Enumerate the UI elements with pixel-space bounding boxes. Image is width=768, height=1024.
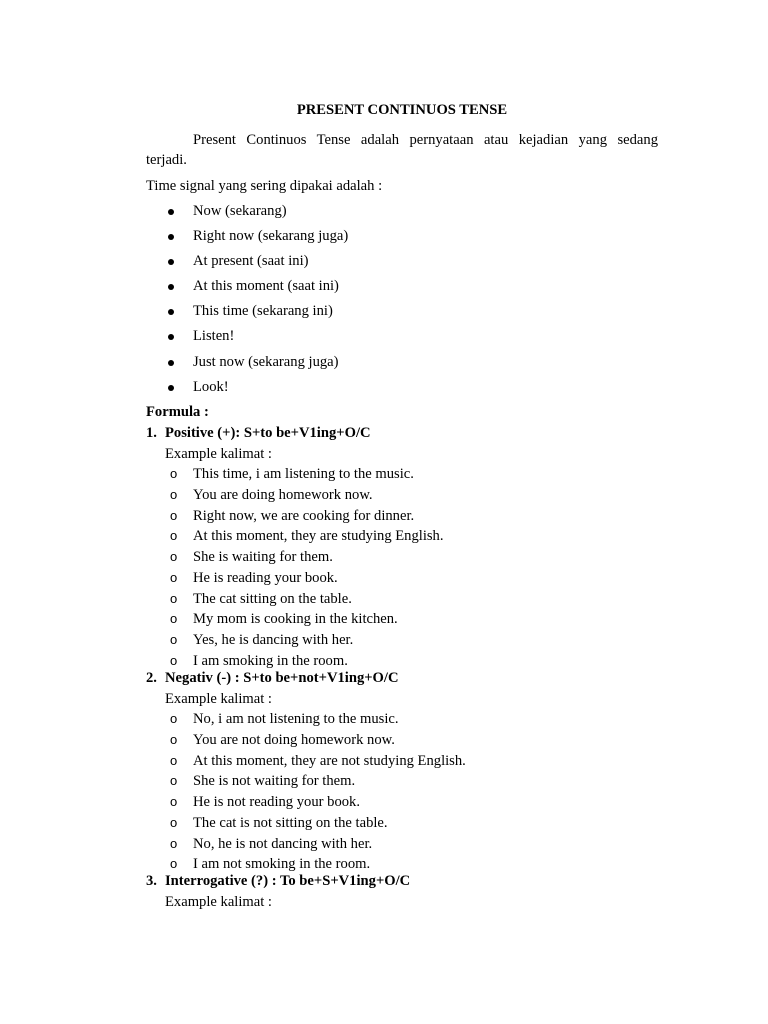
formula-section-negative [146, 668, 466, 875]
example-label: Example kalimat : [165, 690, 272, 707]
example-label: Example kalimat : [165, 445, 272, 462]
circle-bullet-icon: o [170, 487, 178, 503]
circle-bullet-icon: o [170, 590, 178, 606]
list-item-text: At this moment, they are not studying English. [193, 752, 466, 769]
section-number: 2. [146, 670, 157, 686]
list-item-text: No, he is not dancing with her. [193, 835, 373, 852]
list-item-text: Yes, he is dancing with her. [193, 631, 354, 648]
circle-bullet-icon: o [170, 631, 178, 647]
page-title: PRESENT CONTINUOS TENSE [296, 102, 508, 118]
circle-bullet-icon: o [170, 507, 178, 523]
circle-bullet-icon: o [170, 611, 178, 627]
bullet-dot-icon [168, 334, 174, 340]
list-item-text: You are doing homework now. [193, 487, 373, 504]
circle-bullet-icon: o [170, 569, 178, 585]
list-item [146, 792, 466, 813]
circle-bullet-icon: o [170, 652, 178, 668]
formula-section-positive [146, 423, 444, 671]
list-item-text: No, i am not listening to the music. [193, 711, 399, 728]
bullet-dot-icon [168, 234, 174, 240]
intro-paragraph-line2: terjadi. [146, 152, 187, 168]
list-item [146, 203, 348, 228]
list-item-text: I am not smoking in the room. [193, 856, 371, 873]
list-item [146, 328, 348, 353]
circle-bullet-icon: o [170, 711, 178, 727]
bullet-dot-icon [168, 209, 174, 215]
formula-section-interrogative [146, 871, 410, 912]
section-heading [146, 668, 466, 689]
bullet-dot-icon [168, 259, 174, 265]
circle-bullet-icon: o [170, 752, 178, 768]
list-item [146, 506, 444, 527]
list-item-text: He is reading your book. [193, 569, 338, 586]
circle-bullet-icon: o [170, 814, 178, 830]
list-item-text: I am smoking in the room. [193, 652, 348, 669]
section-number: 3. [146, 873, 157, 889]
example-list [146, 709, 466, 875]
circle-bullet-icon: o [170, 466, 178, 482]
example-list [146, 464, 444, 671]
list-item [146, 354, 348, 379]
list-item [146, 379, 348, 404]
intro-paragraph-line1: Present Continuos Tense adalah pernyataan atau kejadian yang sedang [193, 132, 658, 148]
section-title: Interrogative (?) : To be+S+V1ing+O/C [165, 873, 411, 889]
list-item [146, 609, 444, 630]
circle-bullet-icon: o [170, 732, 178, 748]
list-item [146, 278, 348, 303]
list-item-text: He is not reading your book. [193, 794, 360, 811]
list-item [146, 709, 466, 730]
list-item-text: Listen! [193, 328, 235, 345]
list-item-text: Right now, we are cooking for dinner. [193, 507, 415, 524]
circle-bullet-icon: o [170, 549, 178, 565]
section-number: 1. [146, 425, 157, 441]
list-item-text: This time (sekarang ini) [193, 303, 333, 320]
list-item [146, 228, 348, 253]
list-item-text: The cat is not sitting on the table. [193, 814, 388, 831]
time-signal-list [146, 203, 348, 404]
section-heading [146, 423, 444, 444]
section-title: Positive (+): S+to be+V1ing+O/C [165, 425, 371, 441]
circle-bullet-icon: o [170, 835, 178, 851]
list-item [146, 751, 466, 772]
list-item-text: Right now (sekarang juga) [193, 228, 349, 245]
list-item-text: At this moment, they are studying English. [193, 528, 444, 545]
list-item-text: At present (saat ini) [193, 253, 309, 270]
circle-bullet-icon: o [170, 856, 178, 872]
list-item [146, 253, 348, 278]
example-label: Example kalimat : [165, 893, 272, 910]
formula-heading: Formula : [146, 404, 209, 420]
list-item [146, 589, 444, 610]
bullet-dot-icon [168, 284, 174, 290]
list-item [146, 813, 466, 834]
list-item-text: She is not waiting for them. [193, 773, 356, 790]
list-item-text: Now (sekarang) [193, 203, 287, 219]
circle-bullet-icon: o [170, 773, 178, 789]
list-item [146, 547, 444, 568]
list-item-text: She is waiting for them. [193, 549, 333, 566]
list-item-text: Just now (sekarang juga) [193, 353, 339, 370]
list-item [146, 834, 466, 855]
list-item [146, 303, 348, 328]
list-item-text: The cat sitting on the table. [193, 590, 352, 607]
list-item [146, 771, 466, 792]
list-item-text: My mom is cooking in the kitchen. [193, 611, 398, 628]
bullet-dot-icon [168, 385, 174, 391]
list-item-text: At this moment (saat ini) [193, 278, 339, 295]
bullet-dot-icon [168, 360, 174, 366]
list-item [146, 485, 444, 506]
section-title: Negativ (-) : S+to be+not+V1ing+O/C [165, 670, 399, 686]
list-item-text: Look! [193, 378, 229, 395]
circle-bullet-icon: o [170, 794, 178, 810]
circle-bullet-icon: o [170, 528, 178, 544]
time-signal-intro: Time signal yang sering dipakai adalah : [146, 178, 383, 194]
list-item [146, 630, 444, 651]
list-item [146, 526, 444, 547]
list-item [146, 568, 444, 589]
list-item-text: You are not doing homework now. [193, 732, 395, 749]
list-item [146, 464, 444, 485]
list-item [146, 730, 466, 751]
list-item-text: This time, i am listening to the music. [193, 466, 414, 483]
bullet-dot-icon [168, 309, 174, 315]
section-heading [146, 871, 410, 892]
